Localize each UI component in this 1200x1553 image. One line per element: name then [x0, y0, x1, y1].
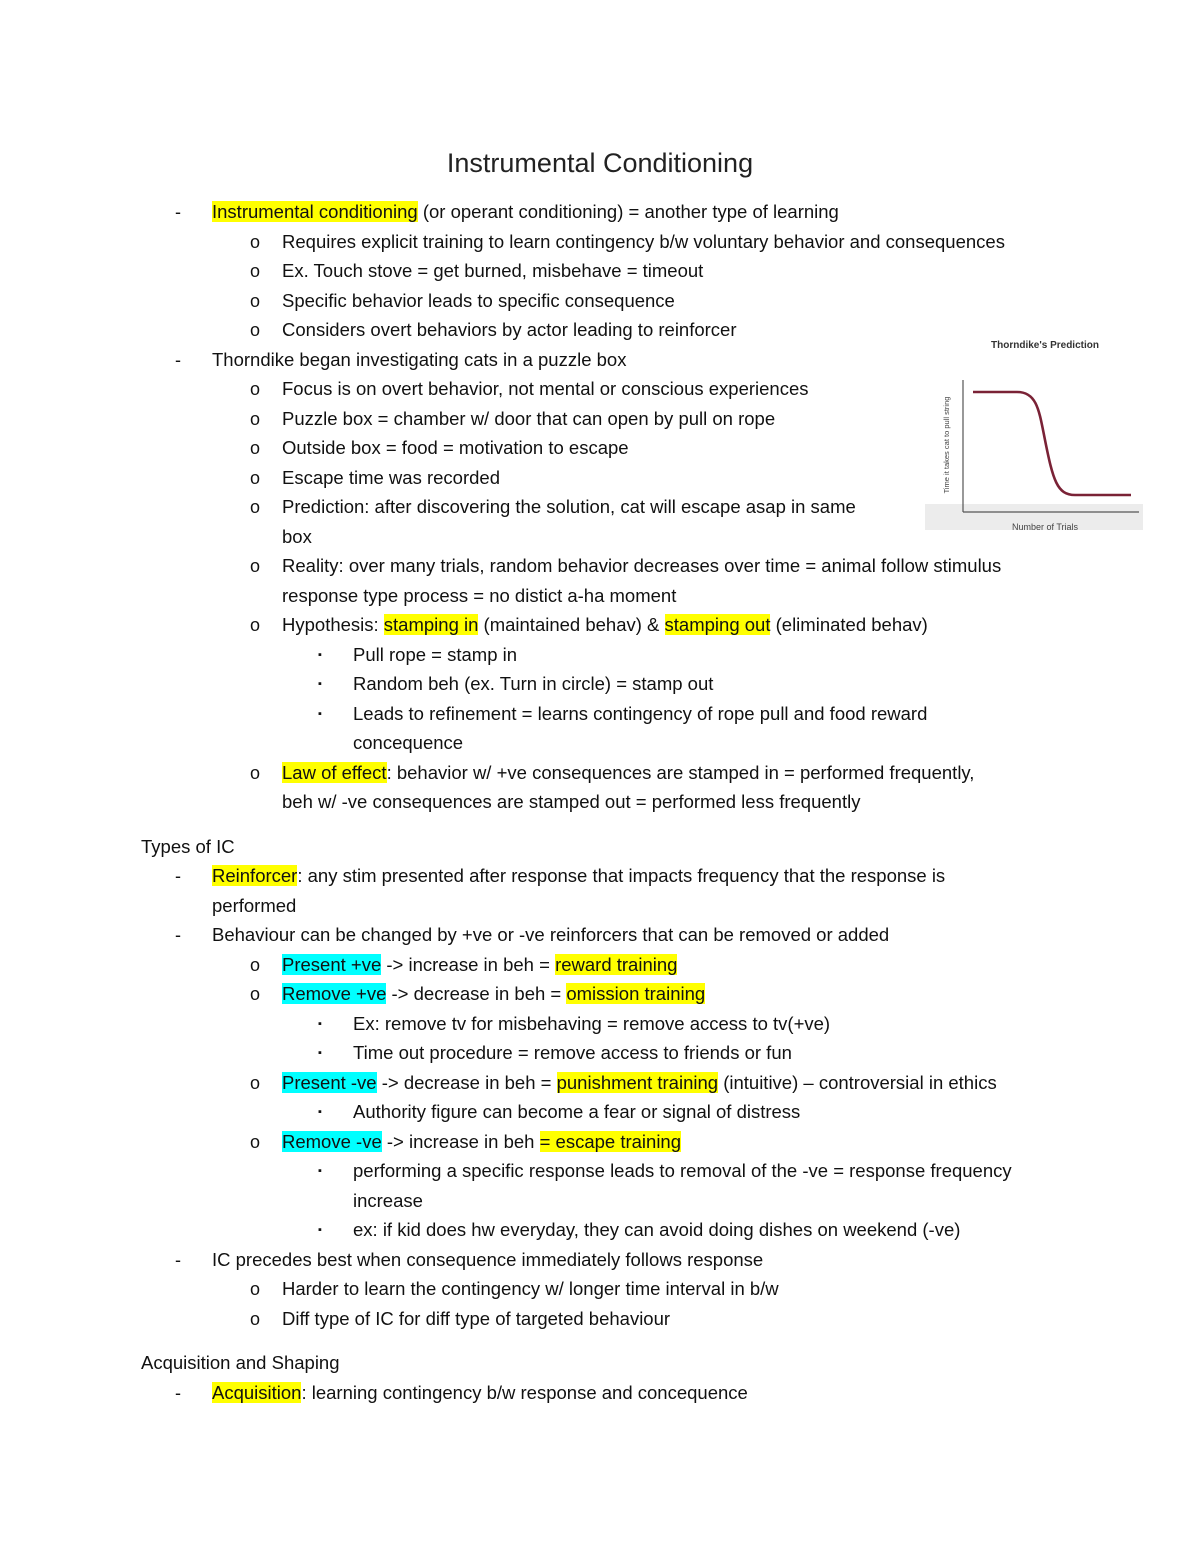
note-line [282, 1128, 681, 1156]
highlighted-term: Acquisition [212, 1382, 302, 1403]
note-text: : behavior w/ +ve consequences are stamped in = performed frequently, [386, 762, 975, 783]
thorndike-prediction-graph [925, 330, 1143, 530]
circle-bullet: o [250, 232, 261, 252]
dash-bullet: - [175, 202, 181, 222]
figure-ylabel: Time it takes cat to pull string [942, 396, 951, 494]
circle-bullet: o [250, 556, 261, 576]
section-heading [141, 833, 235, 861]
note-text: (maintained behav) & [478, 614, 665, 635]
note-text: Time out procedure = remove access to friends or fun [353, 1042, 792, 1063]
highlighted-term: Remove +ve [282, 983, 387, 1004]
note-line [282, 611, 928, 639]
square-bullet-icon: ▪ [318, 678, 322, 690]
highlighted-term: Present +ve [282, 954, 382, 975]
note-text: increase [353, 1190, 423, 1211]
note-text: Considers overt behaviors by actor leading to reinforcer [282, 319, 737, 340]
circle-bullet: o [250, 1309, 261, 1329]
note-text: box [282, 526, 312, 547]
note-text: Harder to learn the contingency w/ longer time interval in b/w [282, 1278, 779, 1299]
note-line [282, 1275, 779, 1303]
square-bullet-icon: ▪ [318, 1106, 322, 1118]
note-line [212, 1379, 748, 1407]
note-text: Authority figure can become a fear or signal of distress [353, 1101, 801, 1122]
note-text: Escape time was recorded [282, 467, 500, 488]
circle-bullet: o [250, 409, 261, 429]
note-line [282, 788, 860, 816]
circle-bullet: o [250, 291, 261, 311]
note-line [282, 228, 1005, 256]
note-text: -> increase in beh [381, 1131, 540, 1152]
note-text: : any stim presented after response that impacts frequency that the response is [297, 865, 946, 886]
circle-bullet: o [250, 261, 261, 281]
note-text: Diff type of IC for diff type of targeted behaviour [282, 1308, 671, 1329]
circle-bullet: o [250, 468, 261, 488]
note-line [282, 951, 677, 979]
note-line [282, 434, 629, 462]
square-bullet-icon: ▪ [318, 1224, 322, 1236]
highlighted-term: stamping out [664, 614, 771, 635]
note-text: Hypothesis: [282, 614, 384, 635]
highlighted-term: punishment training [556, 1072, 719, 1093]
note-line [282, 980, 705, 1008]
note-line [353, 1039, 792, 1067]
circle-bullet: o [250, 1279, 261, 1299]
circle-bullet: o [250, 763, 261, 783]
dash-bullet: - [175, 866, 181, 886]
note-text: (intuitive) – controversial in ethics [718, 1072, 997, 1093]
highlighted-term: Instrumental conditioning [212, 201, 418, 222]
note-text: Specific behavior leads to specific consequence [282, 290, 675, 311]
square-bullet-icon: ▪ [318, 1047, 322, 1059]
note-line [282, 523, 312, 551]
highlighted-term: = escape training [539, 1131, 682, 1152]
note-line [353, 700, 927, 728]
dash-bullet: - [175, 350, 181, 370]
note-text: Leads to refinement = learns contingency of rope pull and food reward [353, 703, 928, 724]
figure-title: Thorndike's Prediction [991, 340, 1099, 351]
note-text: Ex. Touch stove = get burned, misbehave = timeout [282, 260, 704, 281]
circle-bullet: o [250, 438, 261, 458]
section-heading [141, 1349, 340, 1377]
highlighted-term: omission training [566, 983, 706, 1004]
circle-bullet: o [250, 1073, 261, 1093]
note-line [353, 1157, 1012, 1185]
note-line [353, 1098, 800, 1126]
note-text: Requires explicit training to learn contingency b/w voluntary behavior and consequences [282, 231, 1005, 252]
note-line [212, 1246, 763, 1274]
note-line [212, 198, 839, 226]
note-text: (or operant conditioning) = another type of learning [417, 201, 839, 222]
note-text: Acquisition and Shaping [141, 1352, 340, 1373]
note-text: Reality: over many trials, random behavior decreases over time = animal follow stimulus [282, 555, 1002, 576]
note-text: -> decrease in beh = [376, 1072, 557, 1093]
note-line [282, 287, 675, 315]
note-line [282, 582, 676, 610]
note-text: Behaviour can be changed by +ve or -ve reinforcers that can be removed or added [212, 924, 890, 945]
note-line [282, 1305, 670, 1333]
note-line [353, 670, 713, 698]
note-text: Pull rope = stamp in [353, 644, 518, 665]
figure-xlabel: Number of Trials [1011, 522, 1079, 530]
note-text: response type process = no distict a-ha moment [282, 585, 677, 606]
circle-bullet: o [250, 320, 261, 340]
note-text: performed [212, 895, 297, 916]
note-text: performing a specific response leads to removal of the -ve = response frequency [353, 1160, 1012, 1181]
square-bullet-icon: ▪ [318, 1018, 322, 1030]
note-line [282, 464, 500, 492]
circle-bullet: o [250, 615, 261, 635]
note-text: Ex: remove tv for misbehaving = remove access to tv(+ve) [353, 1013, 831, 1034]
note-line [282, 759, 974, 787]
note-text: IC precedes best when consequence immediately follows response [212, 1249, 764, 1270]
circle-bullet: o [250, 1132, 261, 1152]
thorndike-prediction-figure [925, 330, 1143, 530]
note-text: Types of IC [141, 836, 235, 857]
highlighted-term: Present -ve [282, 1072, 377, 1093]
note-line [353, 1010, 830, 1038]
note-line [353, 1216, 960, 1244]
square-bullet-icon: ▪ [318, 1165, 322, 1177]
note-line [212, 892, 296, 920]
note-line [282, 1069, 997, 1097]
note-text: beh w/ -ve consequences are stamped out = performed less frequently [282, 791, 861, 812]
highlighted-term: Reinforcer [212, 865, 298, 886]
highlighted-term: reward training [555, 954, 678, 975]
note-line [353, 1187, 423, 1215]
note-text: -> decrease in beh = [386, 983, 567, 1004]
dash-bullet: - [175, 925, 181, 945]
note-line [212, 862, 945, 890]
note-text: -> increase in beh = [381, 954, 556, 975]
note-text: Thorndike began investigating cats in a puzzle box [212, 349, 627, 370]
note-line [282, 493, 856, 521]
dash-bullet: - [175, 1250, 181, 1270]
circle-bullet: o [250, 955, 261, 975]
note-text: (eliminated behav) [770, 614, 928, 635]
page-title: Instrumental Conditioning [446, 148, 754, 178]
note-text: concequence [353, 732, 464, 753]
note-line [212, 921, 889, 949]
note-line [282, 257, 703, 285]
note-text: Focus is on overt behavior, not mental or conscious experiences [282, 378, 809, 399]
note-line [353, 729, 463, 757]
note-line [282, 552, 1001, 580]
square-bullet-icon: ▪ [318, 708, 322, 720]
note-text: Prediction: after discovering the solution, cat will escape asap in same [282, 496, 856, 517]
highlighted-term: Remove -ve [282, 1131, 382, 1152]
note-text: Puzzle box = chamber w/ door that can open by pull on rope [282, 408, 776, 429]
dash-bullet: - [175, 1383, 181, 1403]
circle-bullet: o [250, 497, 261, 517]
note-text: Random beh (ex. Turn in circle) = stamp out [353, 673, 714, 694]
note-line [353, 641, 517, 669]
highlighted-term: Law of effect [282, 762, 387, 783]
note-line [282, 375, 809, 403]
highlighted-term: stamping in [383, 614, 479, 635]
circle-bullet: o [250, 984, 261, 1004]
note-text: ex: if kid does hw everyday, they can avoid doing dishes on weekend (-ve) [353, 1219, 961, 1240]
note-line [282, 316, 737, 344]
square-bullet-icon: ▪ [318, 649, 322, 661]
note-text: : learning contingency b/w response and concequence [301, 1382, 748, 1403]
note-line [212, 346, 626, 374]
note-line [282, 405, 775, 433]
note-text: Outside box = food = motivation to escape [282, 437, 629, 458]
circle-bullet: o [250, 379, 261, 399]
